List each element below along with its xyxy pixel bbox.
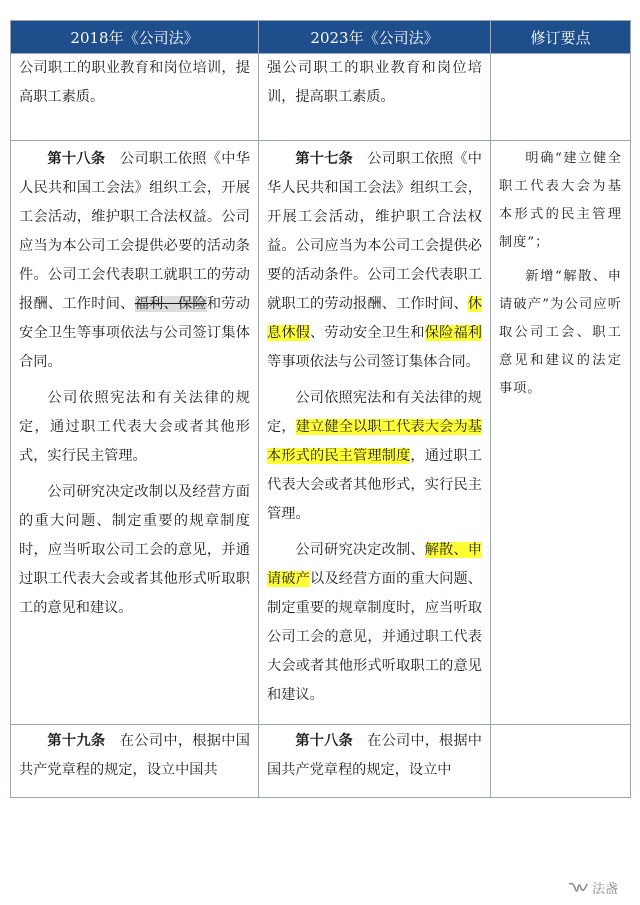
- cell-2023: [259, 725, 491, 798]
- table-row: [11, 54, 631, 141]
- cell-2018: [11, 725, 259, 798]
- paragraph: [267, 727, 482, 785]
- paragraph: 公司职工的职业教育和岗位培训，提高职工素质。: [19, 60, 250, 105]
- header-2018: 2018年《公司法》: [11, 21, 259, 54]
- wechat-channel-icon: [568, 881, 588, 895]
- note-paragraph: 新增“解散、申请破产”为公司应听取公司工会、职工意见和建议的法定事项。: [499, 269, 622, 396]
- text-run: 、劳动安全卫生和: [310, 325, 425, 341]
- article-number: 第十八条: [47, 151, 106, 167]
- highlighted-text: 建立健全以职工代表大会为基本形式的民主管理制度: [267, 419, 482, 464]
- watermark: [568, 878, 618, 897]
- paragraph: 强公司职工的职业教育和岗位培训，提高职工素质。: [267, 60, 482, 105]
- watermark-text: 法盏: [591, 882, 618, 897]
- deleted-text: 福利、保险: [134, 296, 207, 312]
- article-number: 第十九条: [47, 733, 106, 749]
- header-row: [11, 21, 631, 54]
- cell-2023: [259, 54, 491, 141]
- cell-2023: [259, 141, 491, 725]
- text-run: 以及经营方面的重大问题、制定重要的规章制度时，应当听取公司工会的意见，并通过职工代表大会或者其他形式听取职工的意见和建议。: [267, 571, 482, 703]
- text-run: 在公司中，根据中国共产党章程的规定，设立中国共: [19, 733, 250, 778]
- highlighted-text: 休息休假: [267, 296, 482, 341]
- text-run: 和劳动安全卫生等事项依法与公司签订集体合同。: [19, 296, 250, 370]
- paragraph: [19, 145, 250, 377]
- text-run: 公司职工依照《中华人民共和国工会法》组织工会，开展工会活动，维护职工合法权益。公司应当为本公司工会提供必要的活动条件。公司工会代表职工就职工的劳动报酬、工作时间、: [267, 151, 482, 312]
- paragraph: 公司研究决定改制以及经营方面的重大问题、制定重要的规章制度时，应当听取公司工会的意见，并通过职工代表大会或者其他形式听取职工的意见和建议。: [19, 484, 250, 616]
- cell-note: [491, 725, 631, 798]
- cell-note: [491, 54, 631, 141]
- comparison-table: [10, 20, 631, 798]
- note-paragraph: 明确“建立健全职工代表大会为基本形式的民主管理制度”；: [499, 151, 622, 250]
- text-run: 在公司中，根据中国共产党章程的规定，设立中: [267, 733, 482, 778]
- table-row: [11, 141, 631, 725]
- cell-note: [491, 141, 631, 725]
- paragraph: [267, 384, 482, 529]
- header-revision-points: 修订要点: [491, 21, 631, 54]
- highlighted-text: 保险福利: [424, 325, 482, 341]
- paragraph: [19, 727, 250, 785]
- paragraph: [267, 536, 482, 710]
- text-run: 公司职工依照《中华人民共和国工会法》组织工会，开展工会活动，维护职工合法权益。公司应当为本公司工会提供必要的活动条件。公司工会代表职工就职工的劳动报酬、工作时间、: [19, 151, 250, 312]
- text-run: 公司依照宪法和有关法律的规定，: [267, 390, 482, 435]
- text-run: 公司研究决定改制、: [295, 542, 425, 558]
- article-number: 第十八条: [295, 733, 353, 749]
- highlighted-text: 解散、申请破产: [267, 542, 482, 587]
- text-run: 等事项依法与公司签订集体合同。: [267, 354, 480, 370]
- cell-2018: [11, 54, 259, 141]
- text-run: ，通过职工代表大会或者其他形式，实行民主管理。: [267, 448, 482, 522]
- paragraph: [267, 145, 482, 377]
- table-row: [11, 725, 631, 798]
- cell-2018: [11, 141, 259, 725]
- article-number: 第十七条: [295, 151, 353, 167]
- paragraph: 公司依照宪法和有关法律的规定，通过职工代表大会或者其他形式，实行民主管理。: [19, 390, 250, 464]
- header-2023: 2023年《公司法》: [259, 21, 491, 54]
